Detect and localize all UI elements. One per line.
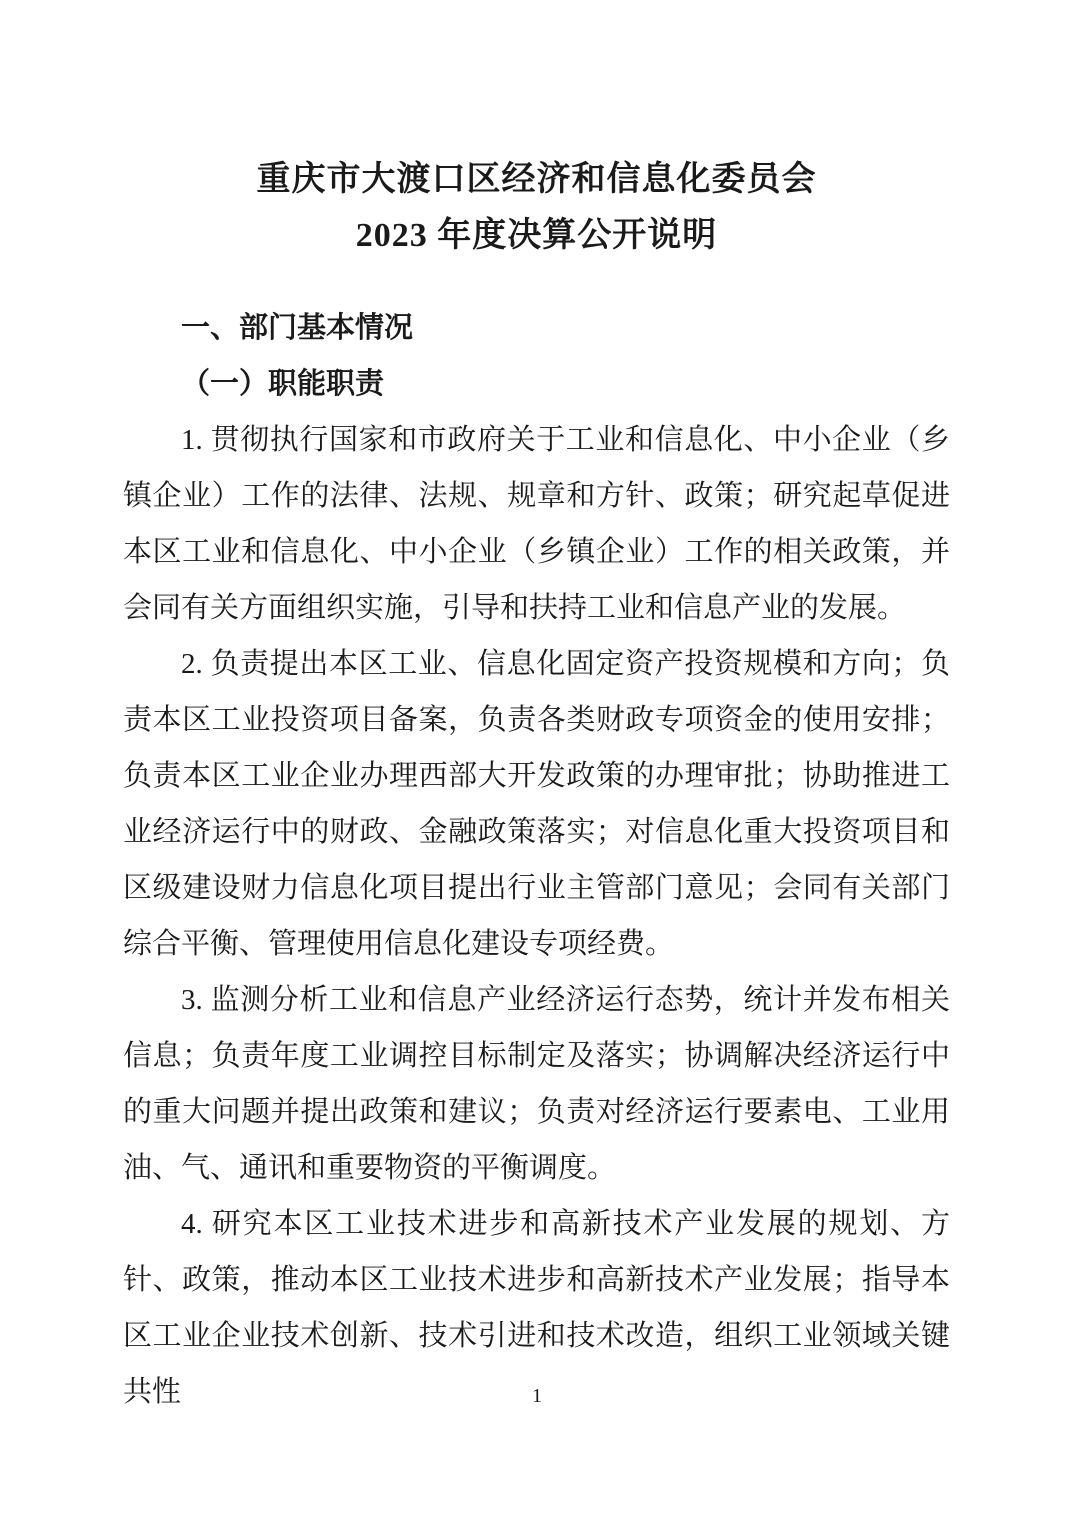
page-number: 1: [532, 1385, 542, 1407]
body-paragraph-1: 1. 贯彻执行国家和市政府关于工业和信息化、中小企业（乡镇企业）工作的法律、法规、规章和方针、政策；研究起草促进本区工业和信息化、中小企业（乡镇企业）工作的相关政策，并会同有关方面组织实施，引导和扶持工业和信息产业的发展。: [123, 424, 950, 624]
document-body: [123, 300, 950, 1420]
document-title: [123, 152, 950, 264]
section-heading-department-basic-info: 一、部门基本情况: [181, 312, 414, 344]
document-title-line1: 重庆市大渡口区经济和信息化委员会: [256, 161, 817, 198]
body-paragraph-2: 2. 负责提出本区工业、信息化固定资产投资规模和方向；负责本区工业投资项目备案，负责各类财政专项资金的使用安排；负责本区工业企业办理西部大开发政策的办理审批；协助推进工业经济运行中的财政、金融政策落实；对信息化重大投资项目和区级建设财力信息化项目提出行业主管部门意见；会同有关部门综合平衡、管理使用信息化建设专项经费。: [123, 648, 950, 960]
subsection-heading-functions-duties: （一）职能职责: [181, 368, 385, 400]
body-paragraph-3: 3. 监测分析工业和信息产业经济运行态势，统计并发布相关信息；负责年度工业调控目标制定及落实；协调解决经济运行中的重大问题并提出政策和建议；负责对经济运行要素电、工业用油、气、通讯和重要物资的平衡调度。: [123, 984, 950, 1184]
body-paragraph-4: 4. 研究本区工业技术进步和高新技术产业发展的规划、方针、政策，推动本区工业技术进步和高新技术产业发展；指导本区工业企业技术创新、技术引进和技术改造，组织工业领域关键共性: [123, 1208, 950, 1408]
document-title-line2: 2023 年度决算公开说明: [355, 217, 718, 254]
